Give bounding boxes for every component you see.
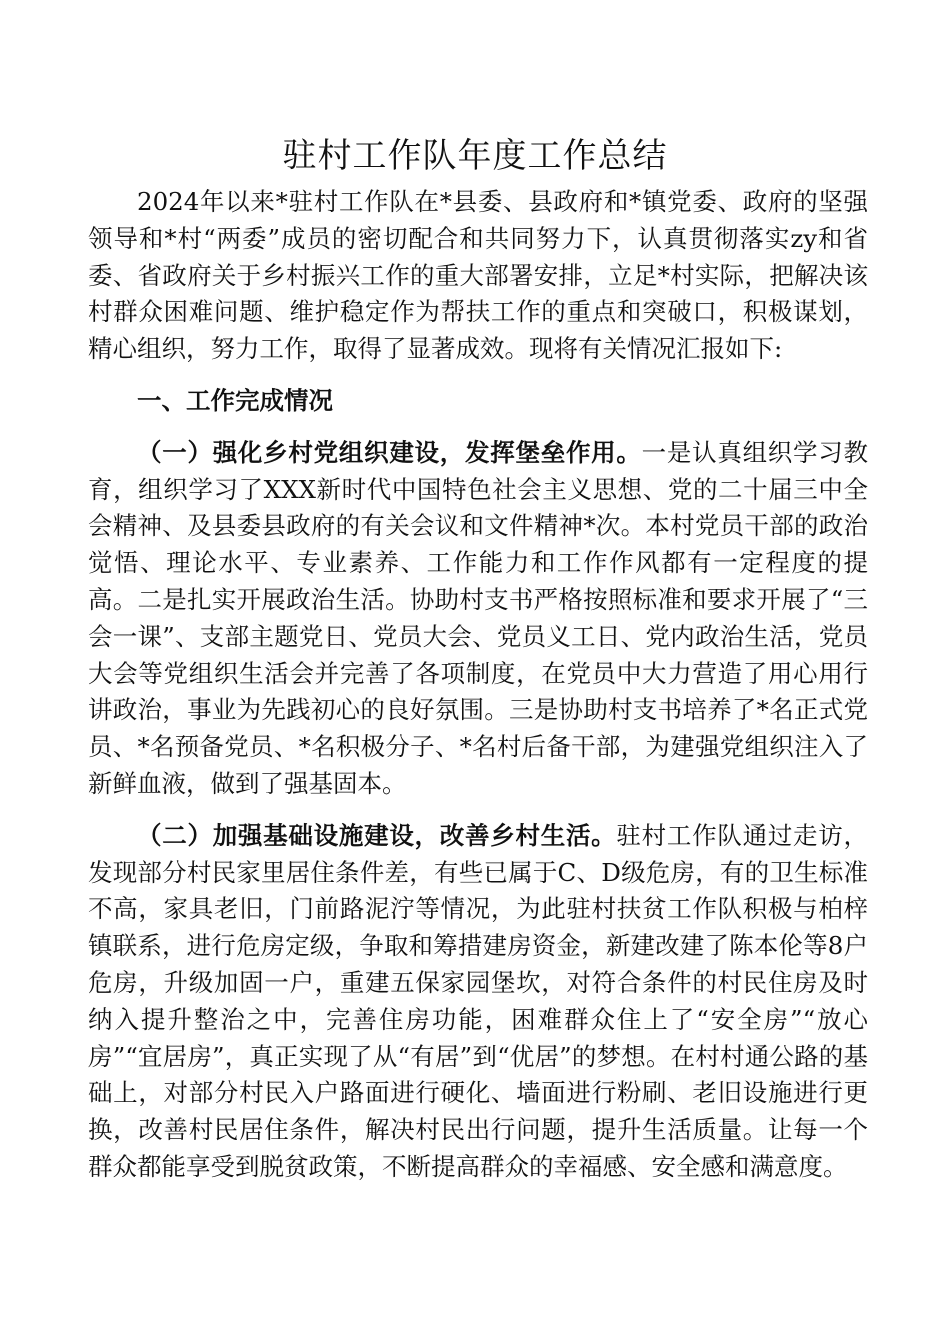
item-lead-1: （一）强化乡村党组织建设，发挥堡垒作用。 <box>137 437 642 467</box>
item-text-1: 一是认真组织学习教育，组织学习了XXX新时代中国特色社会主义思想、党的二十届三中全会精神、及县委县政府的有关会议和文件精神*次。本村党员干部的政治觉悟、理论水平、专业素养、工作能力和工作作风都有一定程度的提高。二是扎实开展政治生活。协助村支书严格按照标准和要求开展了“三会一课”、支部主题党日、党员大会、党员义工日、党内政治生活，党员大会等党组织生活会并完善了各项制度，在党员中大力营造了用心用行讲政治，事业为先践初心的良好氛围。三是协助村支书培养了*名正式党员、*名预备党员、*名积极分子、*名村后备干部，为建强党组织注入了新鲜血液，做到了强基固本。 <box>88 437 868 798</box>
section-heading: 一、工作完成情况 <box>137 385 333 415</box>
item-text-2: 驻村工作队通过走访，发现部分村民家里居住条件差，有些已属于C、D级危房，有的卫生标准不高，家具老旧，门前路泥泞等情况，为此驻村扶贫工作队积极与柏梓镇联系，进行危房定级，争取和筹措建房资金，新建改建了陈本伦等8户危房，升级加固一户，重建五保家园堡坎，对符合条件的村民住房及时纳入提升整治之中，完善住房功能，困难群众住上了“安全房”“放心房”“宜居房”，真正实现了从“有居”到“优居”的梦想。在村村通公路的基础上，对部分村民入户路面进行硬化、墙面进行粉刷、老旧设施进行更换，改善村民居住条件，解决村民出行问题，提升生活质量。让每一个群众都能享受到脱贫政策，不断提高群众的幸福感、安全感和满意度。 <box>88 820 869 1181</box>
intro-paragraph: 2024年以来*驻村工作队在*县委、县政府和*镇党委、政府的坚强领导和*村“两委”成员的密切配合和共同努力下，认真贯彻落实zy和省委、省政府关于乡村振兴工作的重大部署安排，立足*村实际，把解决该村群众困难问题、维护稳定作为帮扶工作的重点和突破口，积极谋划，精心组织，努力工作，取得了显著成效。现将有关情况汇报如下: <box>88 187 868 364</box>
item-paragraph-2 <box>88 818 868 1186</box>
document-body <box>88 184 868 1186</box>
item-lead-2: （二）加强基础设施建设，改善乡村生活。 <box>137 820 617 850</box>
item-paragraph-1 <box>88 435 868 803</box>
document-title: 驻村工作队年度工作总结 <box>282 136 668 176</box>
